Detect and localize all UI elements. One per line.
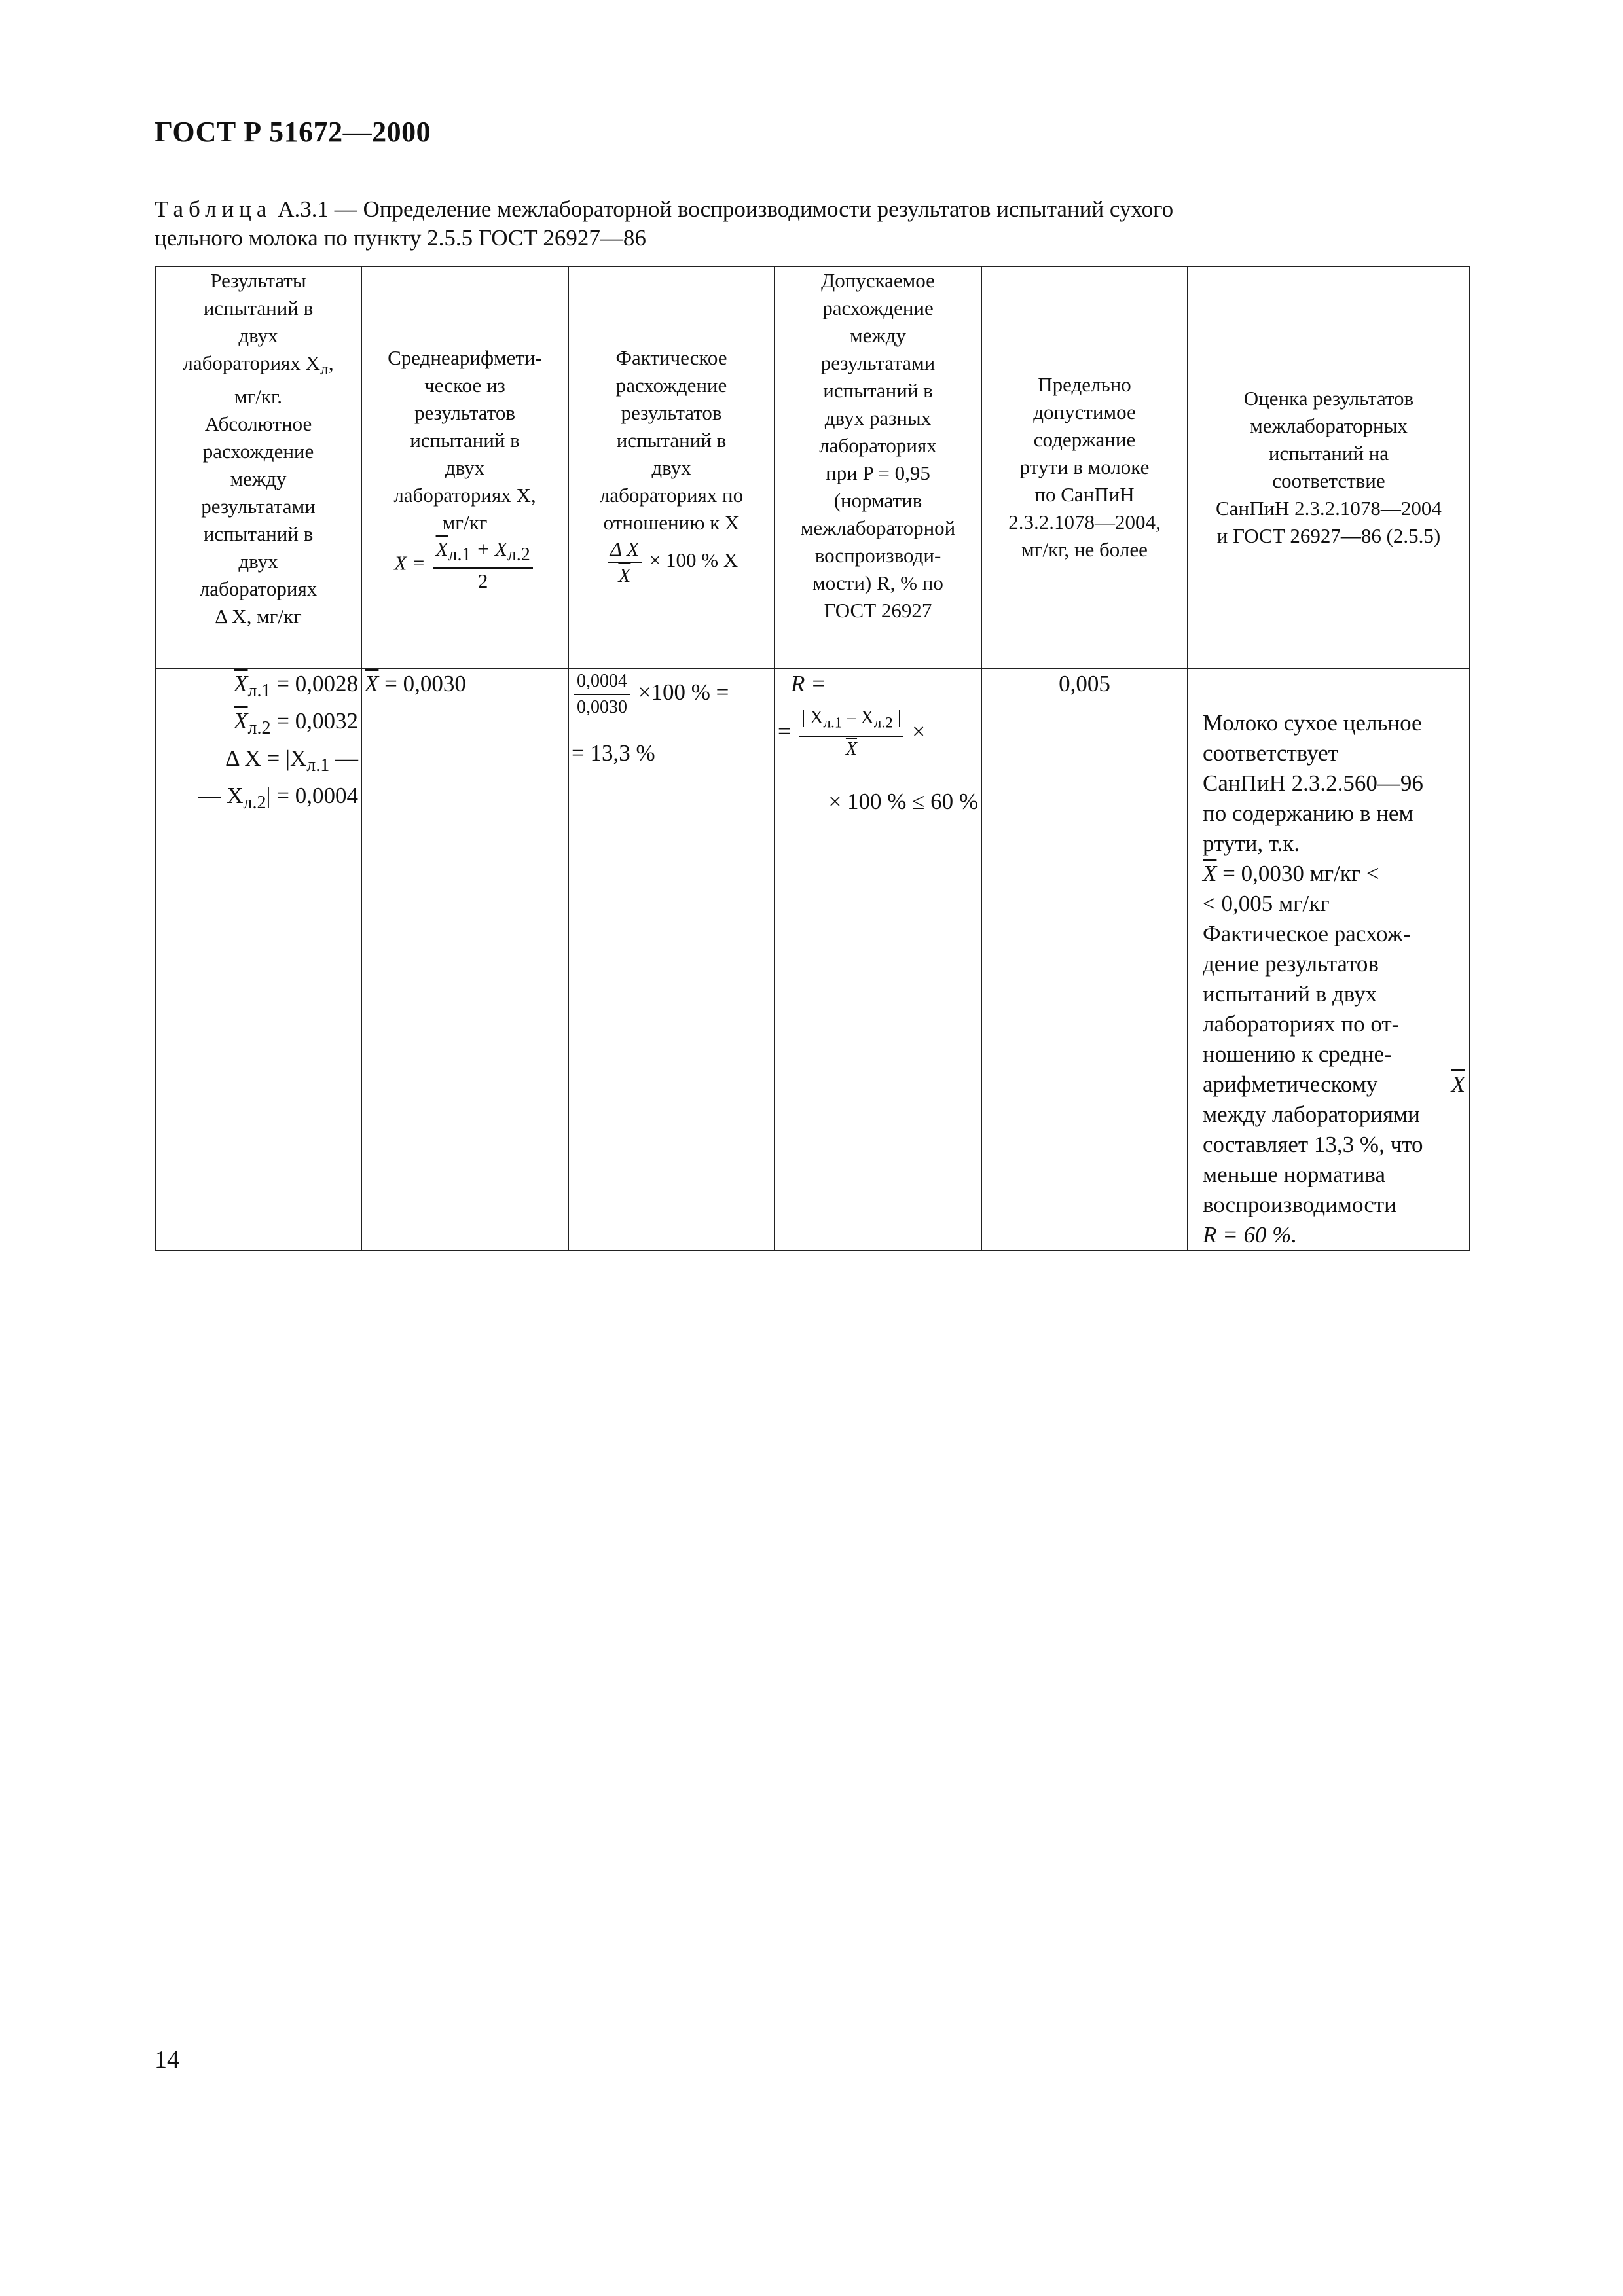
caption-line-1: А.3.1 — Определение межлабораторной воспроизводимости результатов испытаний сухого	[278, 196, 1174, 222]
header-cell-max-content: Предельно допустимое содержание ртути в молоке по СанПиН 2.3.2.1078—2004, мг/кг, не более	[981, 266, 1188, 668]
table-data-row	[155, 668, 1470, 1251]
header-cell-allowed-discrepancy: Допускаемое расхождение между результатами испытаний в двух разных лабораториях при P = 0,95 (норматив межлабораторной воспроизводи- мости) R, % по ГОСТ 26927	[775, 266, 981, 668]
data-cell-results: $\overline{X}_{л.1} = 0,0028$ $\overline{X}_{л.2} = 0,0032$ Δ $X = |X_{л.1}$ — — $X_{л.2}| = 0,0004$	[155, 668, 361, 1251]
mean-formula: X = $\frac{\overline{X}_{л.1} + X_{л.2}}{2}$	[365, 537, 565, 594]
table-caption	[155, 195, 1464, 253]
document-code: ГОСТ Р 51672—2000	[155, 116, 431, 148]
data-cell-mean: $\overline{X} = 0,0030$	[361, 668, 568, 1251]
table-header-row	[155, 266, 1470, 668]
discrepancy-formula: $\frac{\text{Δ X}}{X}$ × 100 % X	[572, 537, 771, 588]
page-number: 14	[155, 2046, 179, 2073]
caption-line-2: цельного молока по пункту 2.5.5 ГОСТ 26927—86	[155, 225, 646, 251]
header-cell-results: Результаты испытаний в двух лабораториях $X_л$, мг/кг. Абсолютное расхождение между результатами испытаний в двух лабораториях Δ X, мг/кг	[155, 266, 361, 668]
header-cell-mean: Среднеарифмети- ческое из результатов испытаний в двух лабораториях X, мг/кг X = $\frac{\overline{X}_{л.1} + X_{л.2}}{2}$	[361, 266, 568, 668]
data-cell-assessment: Молоко сухое цельное соответствует СанПиН 2.3.2.560—96 по содержанию в нем ртути, т.к. $\overline{X} = 0,0030$ мг/кг < < 0,005 мг/кг Фактическое расхож- дение результатов испытаний в двух лабораториях по от- ношению к средне- арифметическому $\overline{X}$ между лабораториями составляет 13,3 %, что меньше норматива воспроизводимости R = 60 %.	[1188, 668, 1470, 1251]
data-cell-actual-discrepancy: $\frac{0,0004}{0,0030}$ ×100 % = = 13,3 %	[568, 668, 775, 1251]
reproducibility-table	[155, 266, 1470, 1251]
header-cell-actual-discrepancy: Фактическое расхождение результатов испытаний в двух лабораториях по отношению к X $\frac{\text{Δ X}}{X}$ × 100 % X	[568, 266, 775, 668]
data-cell-max-content: 0,005	[981, 668, 1188, 1251]
caption-label: Таблица	[155, 196, 272, 222]
header-cell-assessment: Оценка результатов межлабораторных испытаний на соответствие СанПиН 2.3.2.1078—2004 и ГОСТ 26927—86 (2.5.5)	[1188, 266, 1470, 668]
data-cell-allowed-discrepancy: R = = $\frac{| X_{л.1} - X_{л.2} |}{X}$ × × 100 % ≤ 60 %	[775, 668, 981, 1251]
